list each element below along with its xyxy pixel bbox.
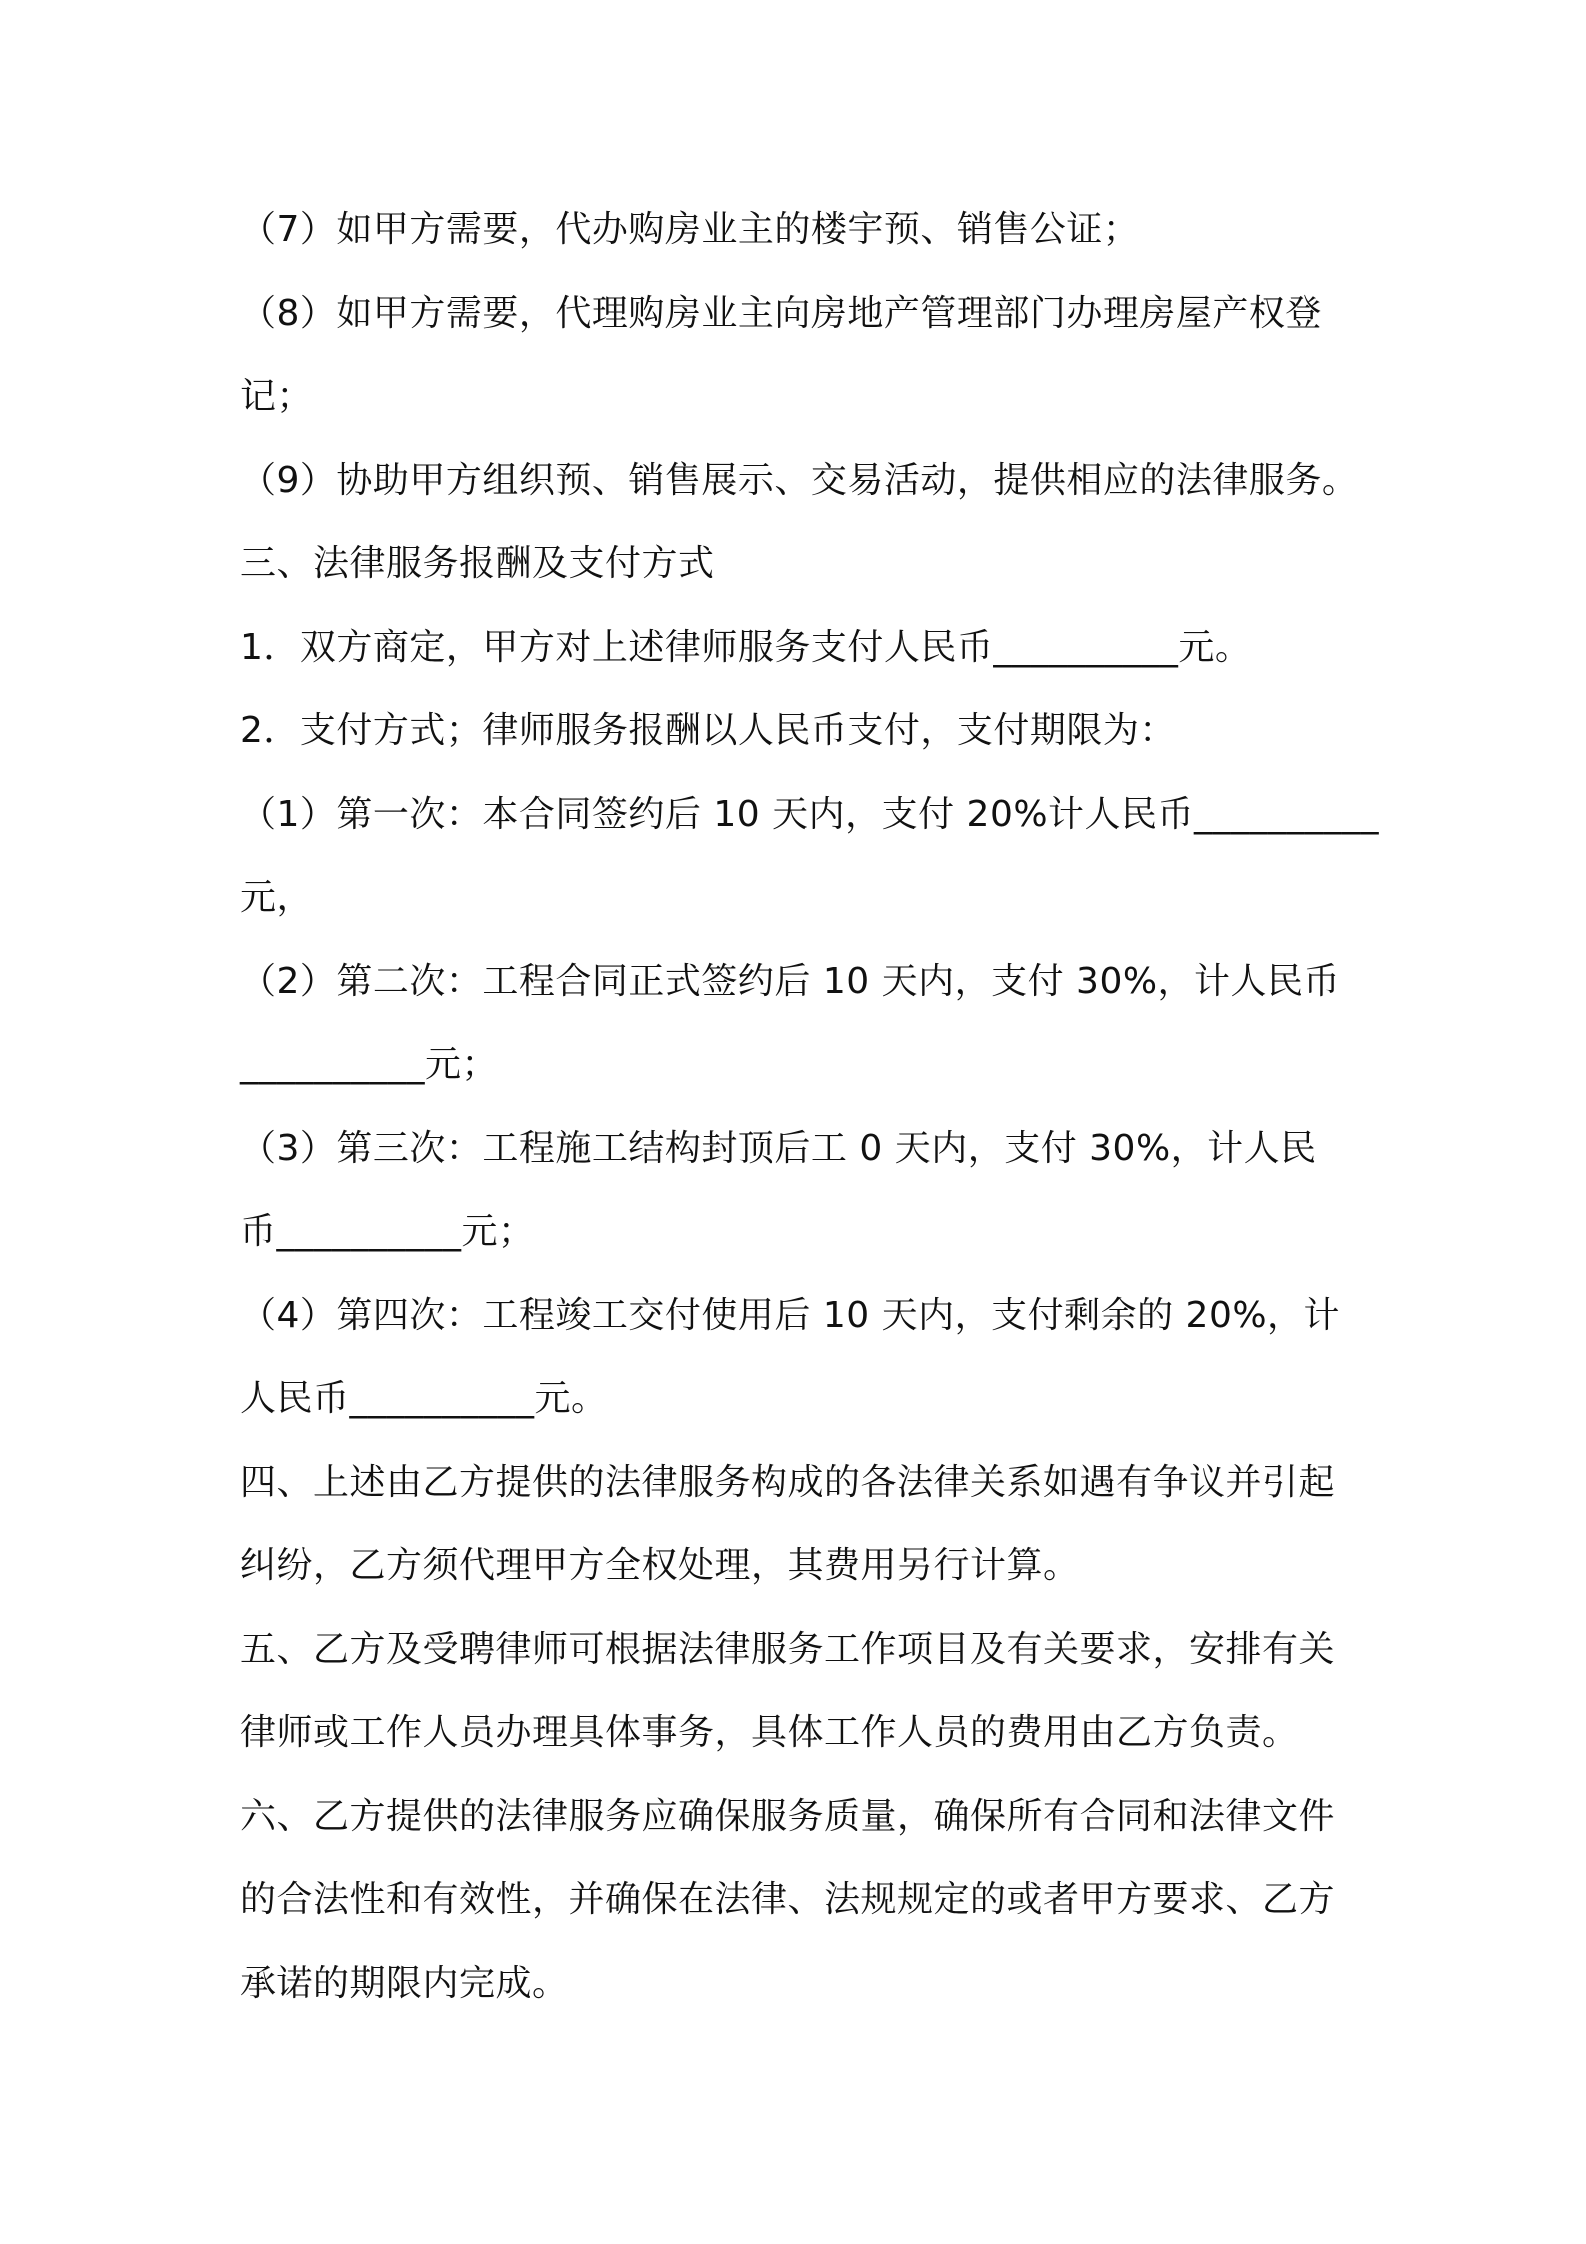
section-heading-3: 三、法律服务报酬及支付方式 bbox=[240, 543, 715, 584]
installment-2-continued: __________元； bbox=[240, 1044, 499, 1085]
installment-1: （1）第一次：本合同签约后 10 天内，支付 20%计人民币__________ bbox=[240, 793, 1380, 835]
clause-7: （7）如甲方需要，代办购房业主的楼宇预、销售公证； bbox=[240, 209, 1140, 250]
payment-item-1: 1．双方商定，甲方对上述律师服务支付人民币__________元。 bbox=[240, 626, 1252, 668]
installment-4-continued: 人民币__________元。 bbox=[240, 1378, 608, 1419]
document-body bbox=[240, 202, 1380, 2039]
section-5-continued: 律师或工作人员办理具体事务，具体工作人员的费用由乙方负责。 bbox=[240, 1712, 1299, 1753]
section-4-continued: 纠纷，乙方须代理甲方全权处理，其费用另行计算。 bbox=[240, 1545, 1080, 1586]
section-6-continued-2: 承诺的期限内完成。 bbox=[240, 1962, 569, 2004]
installment-1-continued: 元， bbox=[240, 877, 314, 918]
clause-9: （9）协助甲方组织预、销售展示、交易活动，提供相应的法律服务。 bbox=[240, 459, 1359, 501]
payment-item-2: 2．支付方式；律师服务报酬以人民币支付，支付期限为： bbox=[240, 710, 1176, 751]
installment-4: （4）第四次：工程竣工交付使用后 10 天内，支付剩余的 20%，计 bbox=[240, 1294, 1341, 1336]
section-4: 四、上述由乙方提供的法律服务构成的各法律关系如遇有争议并引起 bbox=[240, 1461, 1336, 1503]
installment-3-continued: 币__________元； bbox=[240, 1211, 535, 1252]
installment-2: （2）第二次：工程合同正式签约后 10 天内，支付 30%，计人民币 bbox=[240, 960, 1341, 1002]
clause-8: （8）如甲方需要，代理购房业主向房地产管理部门办理房屋产权登 bbox=[240, 292, 1322, 334]
clause-8-continued: 记； bbox=[240, 376, 314, 417]
section-6-continued: 的合法性和有效性，并确保在法律、法规规定的或者甲方要求、乙方 bbox=[240, 1879, 1336, 1920]
section-6: 六、乙方提供的法律服务应确保服务质量，确保所有合同和法律文件 bbox=[240, 1795, 1336, 1837]
installment-3: （3）第三次：工程施工结构封顶后工 0 天内，支付 30%，计人民 bbox=[240, 1127, 1317, 1169]
section-5: 五、乙方及受聘律师可根据法律服务工作项目及有关要求，安排有关 bbox=[240, 1628, 1336, 1670]
